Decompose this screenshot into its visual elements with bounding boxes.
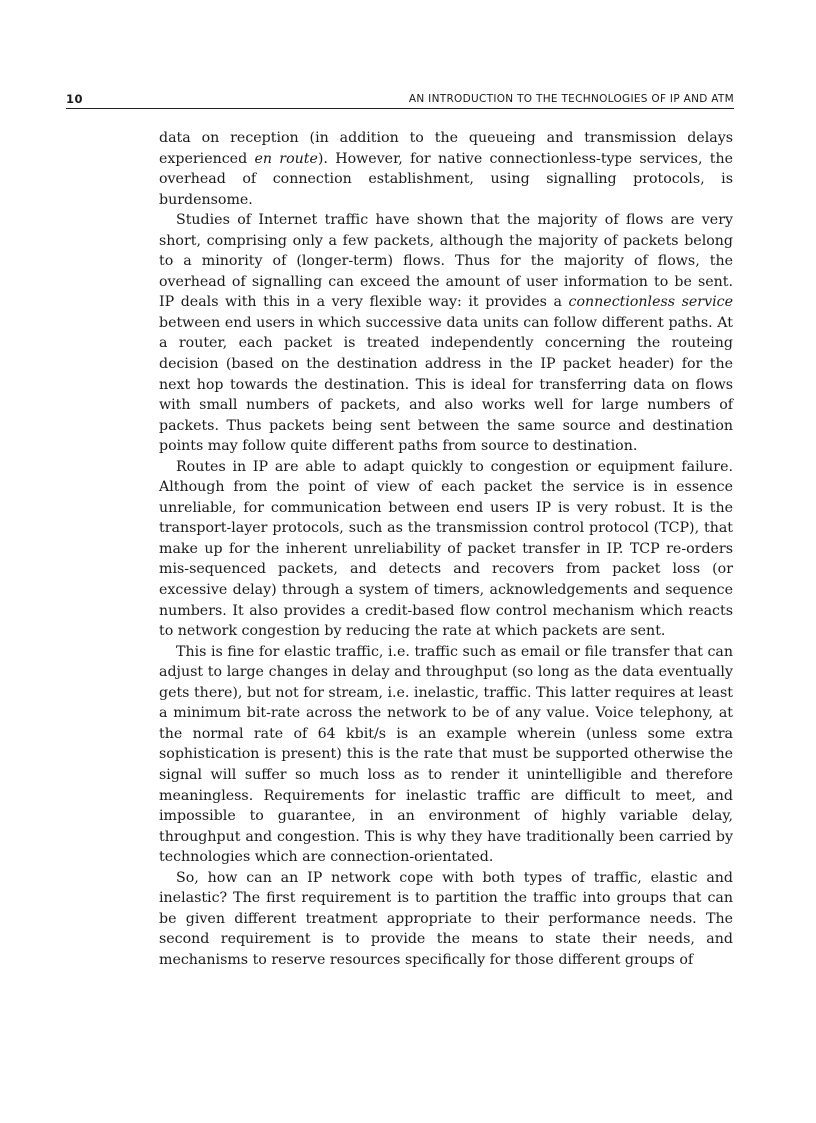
italic-term: connectionless service: [568, 294, 733, 311]
paragraph-5: [159, 868, 733, 971]
paragraph-4: [159, 642, 733, 868]
running-head: [66, 88, 734, 109]
page-number: 10: [66, 92, 84, 106]
text-segment: between end users in which successive data units can follow different paths. At a router, each packet is treated independently concerning the routeing decision (based on the destination address in the IP packet header) for the next hop towards the destination. This is ideal for transferring data on flows with small numbers of packets, and also works well for large numbers of packets. Thus packets being sent between the same source and destination points may follow quite different paths from source to destination.: [159, 314, 733, 455]
text-segment: ). However, for native connectionless-type services, the overhead of connection establishment, using signalling protocols, is burdensome.: [159, 150, 733, 208]
paragraph-1: [159, 128, 733, 210]
text-segment: This is fine for elastic traffic, i.e. traffic such as email or file transfer that can adjust to large changes in delay and throughput (so long as the data eventually gets there), but not for stream, i.e. inelastic, traffic. This latter requires at least a minimum bit-rate across the network to be of any value. Voice telephony, at the normal rate of 64 kbit/s is an example wherein (unless some extra sophistication is present) this is the rate that must be supported otherwise the signal will suffer so much loss as to render it unintelligible and therefore meaningless. Requirements for inelastic traffic are difficult to meet, and impossible to guarantee, in an environment of highly variable delay, throughput and congestion. This is why they have traditionally been carried by technologies which are connection-orientated.: [159, 643, 733, 866]
text-segment: Studies of Internet traffic have shown that the majority of flows are very short, comprising only a few packets, although the majority of packets belong to a minority of (longer-term) flows. Thus for the majority of flows, the overhead of signalling can exceed the amount of user information to be sent. IP deals with this in a very flexible way: it provides a: [159, 212, 733, 311]
body-text: [159, 128, 733, 970]
text-segment: Routes in IP are able to adapt quickly to congestion or equipment failure. Although from the point of view of each packet the service is in essence unreliable, for communication between end users IP is very robust. It is the transport-layer protocols, such as the transmission control protocol (TCP), that make up for the inherent unreliability of packet transfer in IP. TCP re-orders mis-sequenced packets, and detects and recovers from packet loss (or excessive delay) through a system of timers, acknowledgements and sequence numbers. It also provides a credit-based flow control mechanism which reacts to network congestion by reducing the rate at which packets are sent.: [159, 458, 733, 640]
italic-term: en route: [254, 150, 318, 167]
paragraph-2: [159, 210, 733, 457]
text-segment: So, how can an IP network cope with both types of traffic, elastic and inelastic? The first requirement is to partition the traffic into groups that can be given different treatment appropriate to their performance needs. The second requirement is to provide the means to state their needs, and mechanisms to reserve resources specifically for those different groups of: [159, 869, 733, 968]
text-segment: data on reception (in addition to the queueing and transmission delays experienced: [159, 130, 733, 167]
running-title: AN INTRODUCTION TO THE TECHNOLOGIES OF IP AND ATM: [408, 93, 734, 105]
paragraph-3: [159, 457, 733, 642]
